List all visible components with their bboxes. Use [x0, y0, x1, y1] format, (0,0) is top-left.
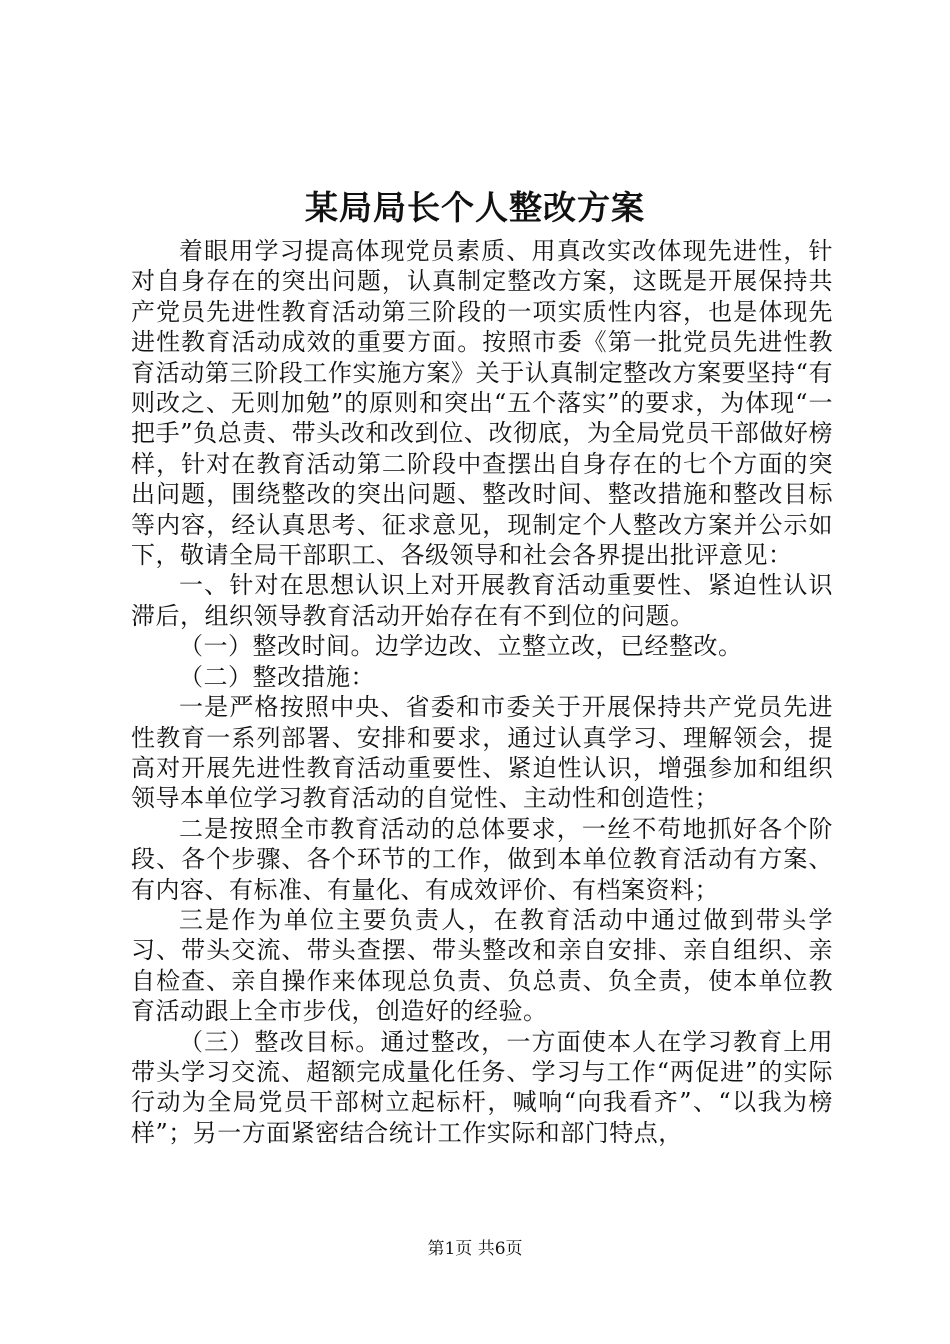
paragraph-measure-1: 一是严格按照中央、省委和市委关于开展保持共产党员先进性教育一系列部署、安排和要求，通过认真学习、理解领会，提高对开展先进性教育活动重要性、紧迫性认识，增强参加和组织领导本单位学习教育活动的自觉性、主动性和创造性；: [131, 693, 833, 813]
paragraph-section-1: 一、针对在思想认识上对开展教育活动重要性、紧迫性认识滞后，组织领导教育活动开始存在有不到位的问题。: [131, 571, 833, 630]
paragraph-rectification-goal: （三）整改目标。通过整改，一方面使本人在学习教育上用带头学习交流、超额完成量化任务、学习与工作“两促进”的实际行动为全局党员干部树立起标杆，喊响“向我看齐”、“以我为榜样”；另一方面紧密结合统计工作实际和部门特点，: [131, 1027, 833, 1147]
paragraph-rectification-time: （一）整改时间。边学边改、立整立改，已经整改。: [179, 632, 743, 661]
paragraph-measure-2: 二是按照全市教育活动的总体要求，一丝不苟地抓好各个阶段、各个步骤、各个环节的工作，做到本单位教育活动有方案、有内容、有标准、有量化、有成效评价、有档案资料；: [131, 814, 833, 904]
paragraph-rectification-measures: （二）整改措施：: [179, 662, 375, 691]
document-body: [131, 236, 833, 1148]
document-title: 某局局长个人整改方案: [305, 188, 645, 227]
page-footer: 第1页 共6页: [427, 1239, 523, 1259]
paragraph-measure-3: 三是作为单位主要负责人，在教育活动中通过做到带头学习、带头交流、带头查摆、带头整改和亲自安排、亲自组织、亲自检查、亲自操作来体现总负责、负总责、负全责，使本单位教育活动跟上全市步伐，创造好的经验。: [131, 905, 833, 1026]
paragraph-intro: 着眼用学习提高体现党员素质、用真改实改体现先进性，针对自身存在的突出问题，认真制定整改方案，这既是开展保持共产党员先进性教育活动第三阶段的一项实质性内容，也是体现先进性教育活动成效的重要方面。按照市委《第一批党员先进性教育活动第三阶段工作实施方案》关于认真制定整改方案要坚持“有则改之、无则加勉”的原则和突出“五个落实”的要求，为体现“一把手”负总责、带头改和改到位、改彻底，为全局党员干部做好榜样，针对在教育活动第二阶段中查摆出自身存在的七个方面的突出问题，围绕整改的突出问题、整改时间、整改措施和整改目标等内容，经认真思考、征求意见，现制定个人整改方案并公示如下，敬请全局干部职工、各级领导和社会各界提出批评意见：: [131, 237, 833, 570]
